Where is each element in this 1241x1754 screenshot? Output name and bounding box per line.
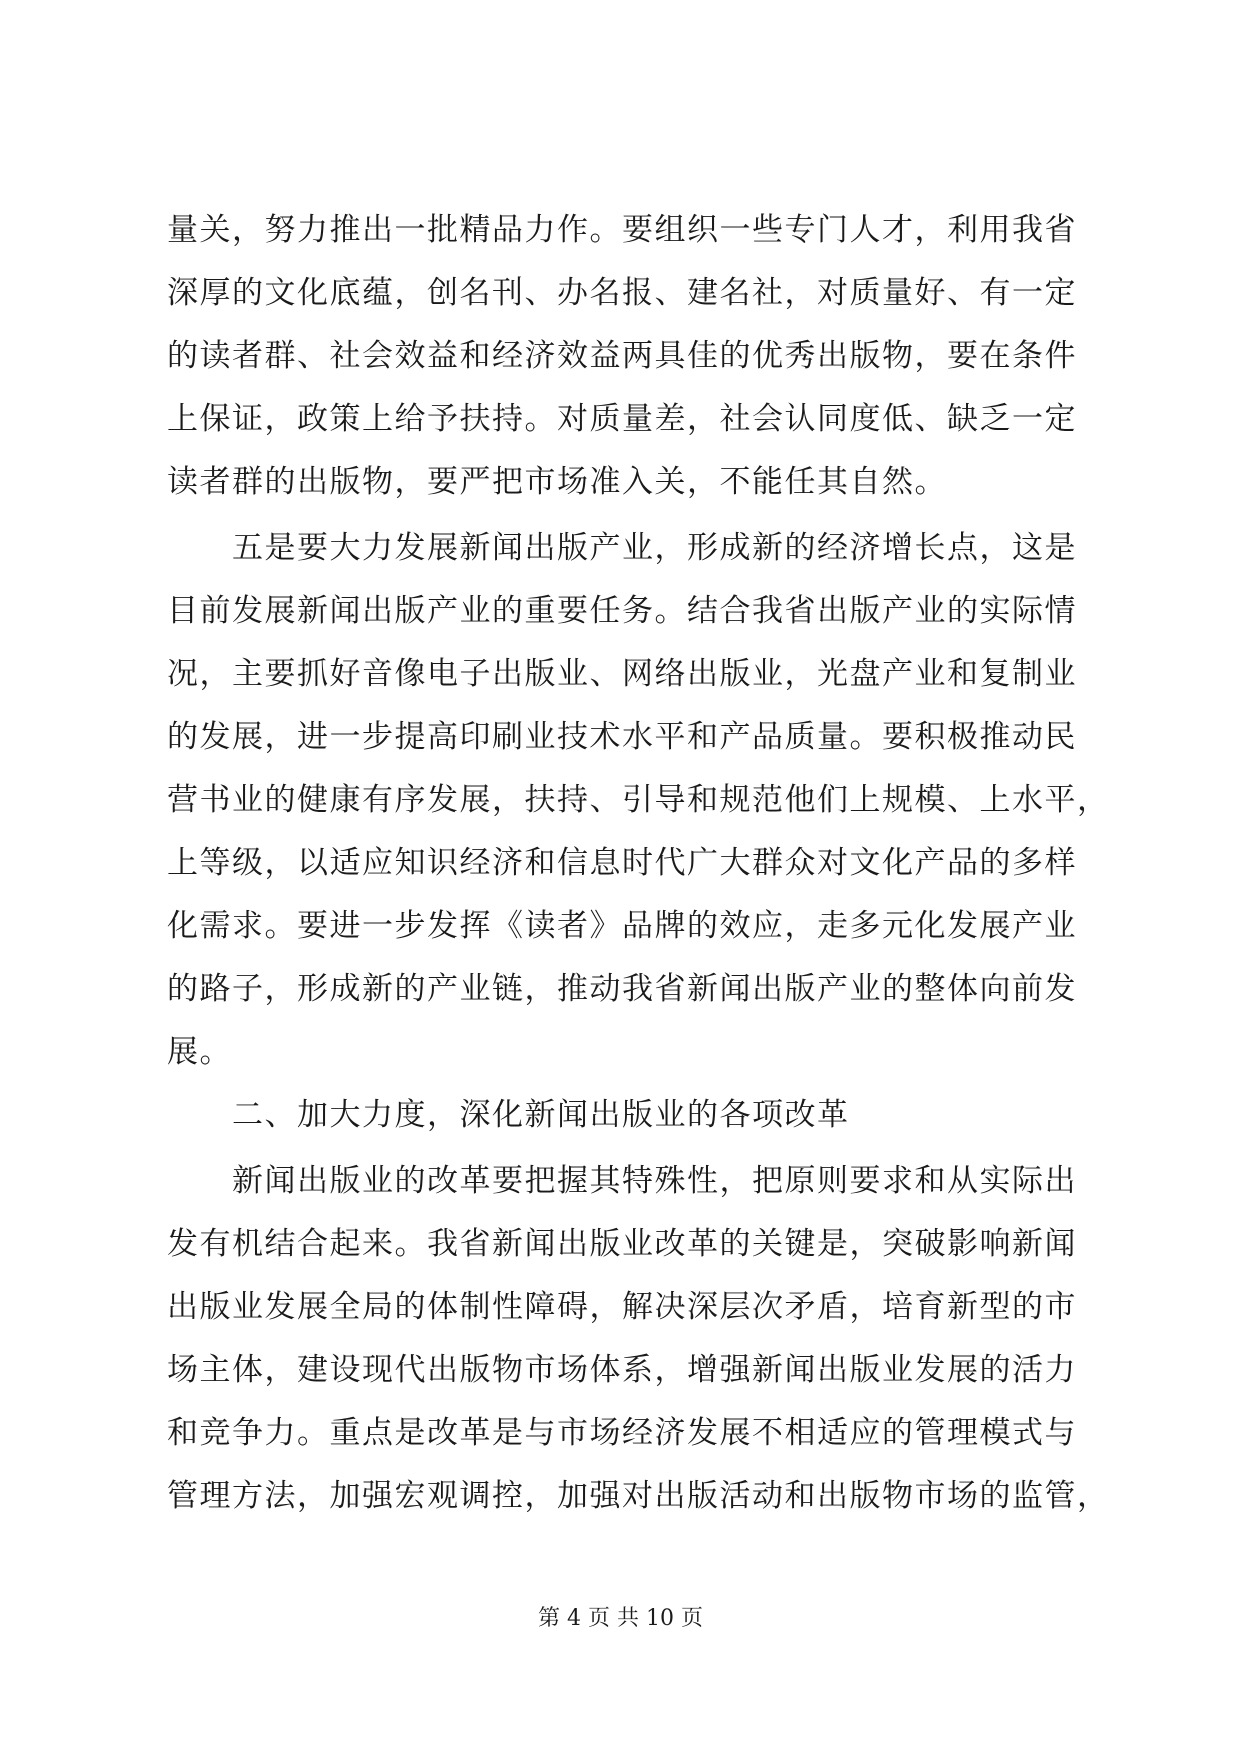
text-line: 展。: [167, 1034, 232, 1070]
text-line: 出版业发展全局的体制性障碍，解决深层次矛盾，培育新型的市: [167, 1289, 1077, 1325]
text-line: 的读者群、社会效益和经济效益两具佳的优秀出版物，要在条件: [167, 338, 1077, 374]
text-line: 读者群的出版物，要严把市场准入关，不能任其自然。: [167, 464, 947, 500]
paragraph-first-line: 五是要大力发展新闻出版产业，形成新的经济增长点，这是: [232, 530, 1077, 566]
text-line: 管理方法，加强宏观调控，加强对出版活动和出版物市场的监管，: [167, 1478, 1110, 1514]
paragraph-first-line: 新闻出版业的改革要把握其特殊性，把原则要求和从实际出: [232, 1163, 1077, 1199]
page-footer: 第 4 页 共 10 页: [538, 1606, 703, 1631]
text-line: 营书业的健康有序发展，扶持、引导和规范他们上规模、上水平，: [167, 782, 1110, 818]
text-line: 的路子，形成新的产业链，推动我省新闻出版产业的整体向前发: [167, 971, 1077, 1007]
text-line: 况，主要抓好音像电子出版业、网络出版业，光盘产业和复制业: [167, 656, 1077, 692]
text-line: 的发展，进一步提高印刷业技术水平和产品质量。要积极推动民: [167, 719, 1077, 755]
section-heading: 二、加大力度，深化新闻出版业的各项改革: [232, 1097, 850, 1133]
text-line: 和竞争力。重点是改革是与市场经济发展不相适应的管理模式与: [167, 1415, 1077, 1451]
text-line: 发有机结合起来。我省新闻出版业改革的关键是，突破影响新闻: [167, 1226, 1077, 1262]
text-line: 上保证，政策上给予扶持。对质量差，社会认同度低、缺乏一定: [167, 401, 1077, 437]
text-line: 化需求。要进一步发挥《读者》品牌的效应，走多元化发展产业: [167, 908, 1077, 944]
text-line: 场主体，建设现代出版物市场体系，增强新闻出版业发展的活力: [167, 1352, 1077, 1388]
text-line: 量关，努力推出一批精品力作。要组织一些专门人才，利用我省: [167, 212, 1077, 248]
text-line: 上等级，以适应知识经济和信息时代广大群众对文化产品的多样: [167, 845, 1077, 881]
text-line: 深厚的文化底蕴，创名刊、办名报、建名社，对质量好、有一定: [167, 275, 1077, 311]
text-line: 目前发展新闻出版产业的重要任务。结合我省出版产业的实际情: [167, 593, 1077, 629]
